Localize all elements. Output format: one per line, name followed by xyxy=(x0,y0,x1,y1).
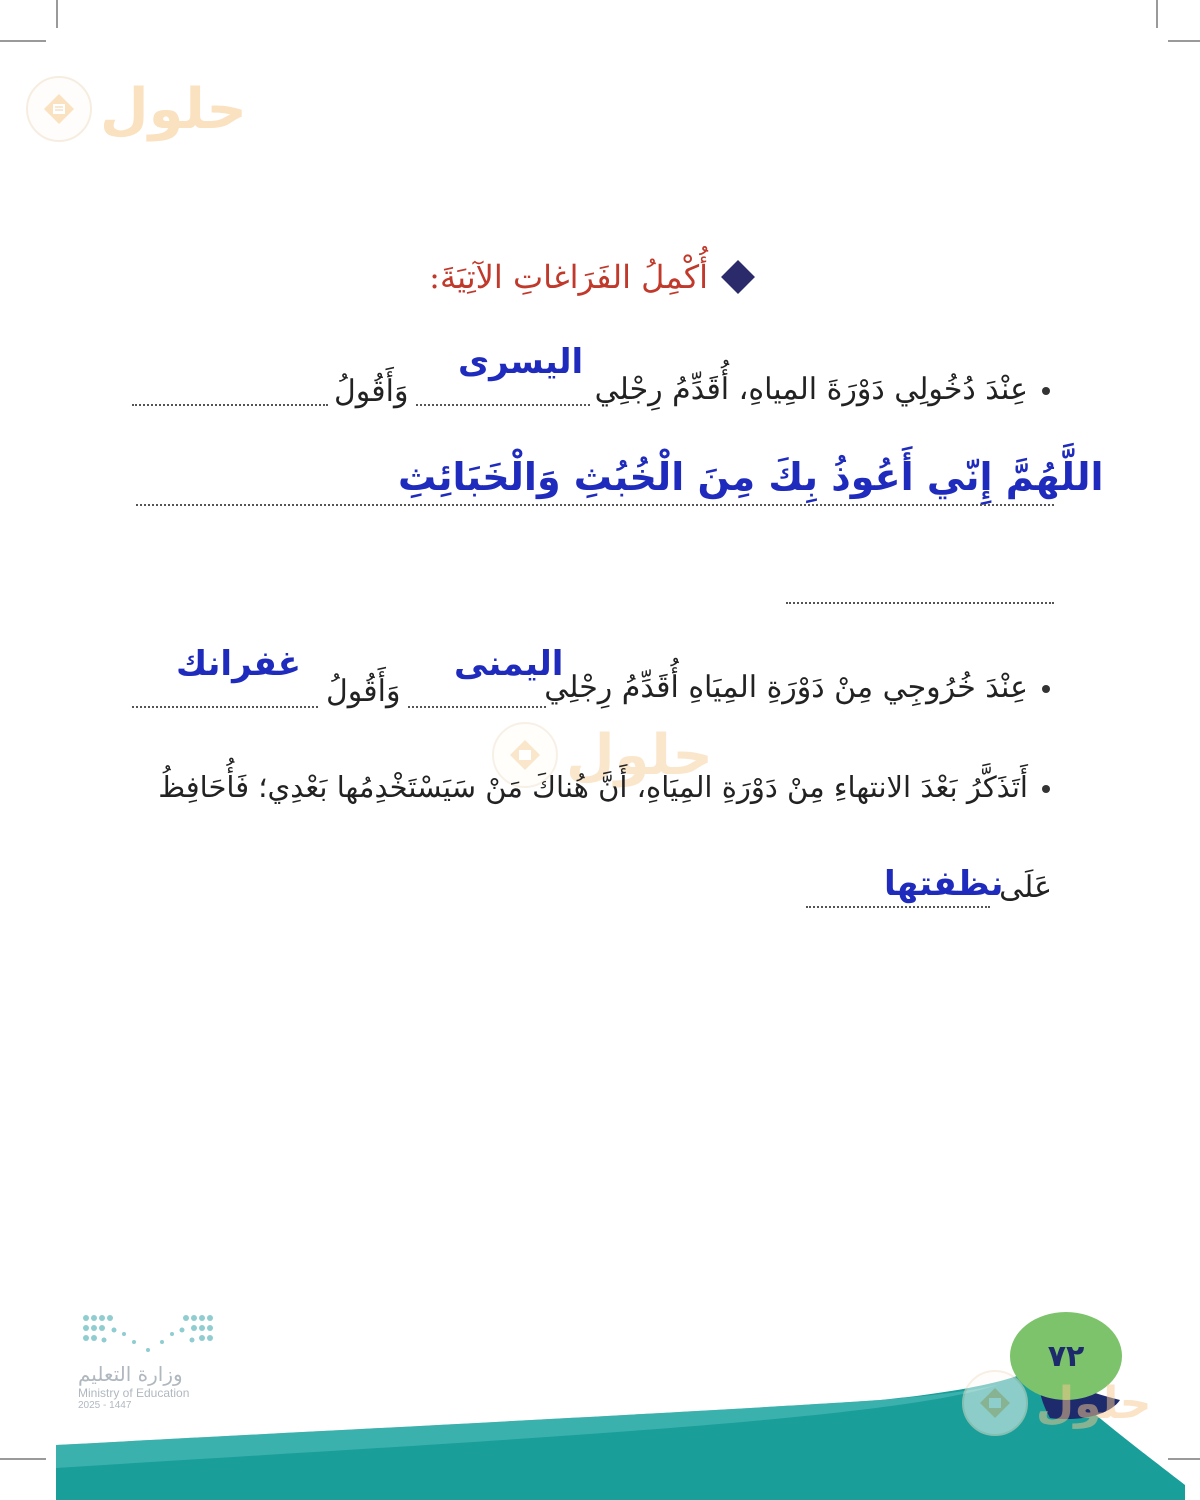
watermark-text: حلول xyxy=(100,76,247,142)
blank-line xyxy=(786,602,1054,604)
watermark-logo xyxy=(962,1370,1151,1436)
book-icon xyxy=(962,1370,1028,1436)
heading-text: أُكْمِلُ الفَرَاغاتِ الآتِيَةَ: xyxy=(429,258,708,296)
blank-line xyxy=(132,404,328,406)
answer-text: غفرانك xyxy=(176,644,301,684)
answer-text: نظفتها xyxy=(884,864,1004,904)
edition-year: 2025 - 1447 xyxy=(78,1400,132,1411)
item-2-text: عِنْدَ خُرُوجِي مِنْ دَوْرَةِ المِيَاهِ أُقَدِّمُ رِجْلِي xyxy=(544,670,1050,705)
answer-text: اليمنى xyxy=(454,644,564,684)
crop-mark xyxy=(1156,0,1158,28)
blank-line xyxy=(806,906,990,908)
bullet-icon xyxy=(1042,785,1050,793)
blank-line xyxy=(136,504,1054,506)
ministry-emblem-icon xyxy=(78,1312,218,1358)
answer-text: اللَّهُمَّ إِنّي أَعُوذُ بِكَ مِنَ الْخُبُثِ وَالْخَبَائِثِ xyxy=(398,455,1104,499)
watermark-text: حلول xyxy=(1036,1377,1152,1429)
exercise-heading xyxy=(429,258,750,296)
blank-line xyxy=(132,706,318,708)
item-1-say: وَأَقُولُ xyxy=(334,374,409,409)
blank-line xyxy=(416,404,590,406)
item-2-say: وَأَقُولُ xyxy=(326,674,401,709)
watermark-text: حلول xyxy=(566,722,713,788)
item-3-text: أَتَذَكَّرُ بَعْدَ الانتهاءِ مِنْ دَوْرَةِ المِيَاهِ، أَنَّ هُناكَ مَنْ سَيَسْتَخْدِمُها بَعْدِي؛ فَأُحَافِظُ xyxy=(158,770,1050,804)
crop-mark xyxy=(56,0,58,28)
page-number: ٧٢ xyxy=(1010,1312,1122,1400)
bullet-icon xyxy=(1042,685,1050,693)
crop-mark xyxy=(1168,40,1200,42)
diamond-bullet-icon xyxy=(721,260,755,294)
book-icon xyxy=(26,76,92,142)
ministry-arabic-name: وزارة التعليم xyxy=(78,1362,183,1386)
ministry-english-name: Ministry of Education xyxy=(78,1386,190,1400)
answer-text: اليسرى xyxy=(458,342,584,382)
crop-mark xyxy=(0,40,46,42)
item-3-continuation: عَلَى xyxy=(999,870,1052,905)
watermark-logo xyxy=(26,76,247,142)
bullet-icon xyxy=(1042,387,1050,395)
blank-line xyxy=(408,706,546,708)
item-1-text: عِنْدَ دُخُولِي دَوْرَةَ المِياهِ، أُقَدِّمُ رِجْلِي xyxy=(595,372,1050,407)
